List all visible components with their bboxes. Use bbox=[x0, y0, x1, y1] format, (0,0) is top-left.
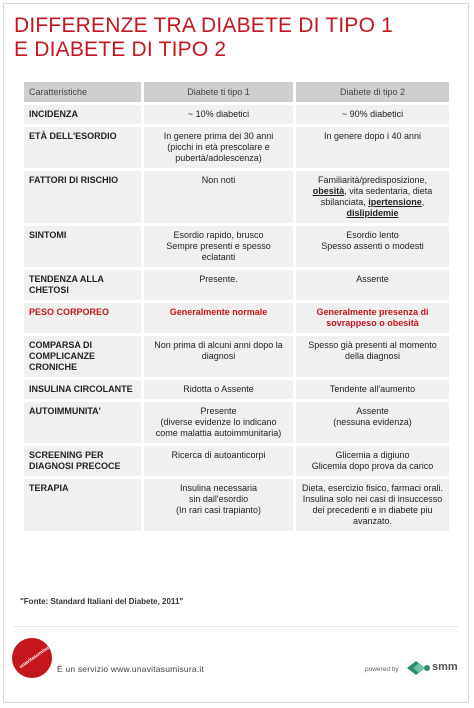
type1-cell bbox=[144, 267, 296, 300]
table-row bbox=[24, 223, 449, 267]
cell-text: , bbox=[421, 197, 425, 207]
cell-line: Insulina solo nei casi di insuccesso bbox=[302, 494, 443, 504]
type1-cell bbox=[144, 476, 296, 531]
type1-cell bbox=[144, 333, 296, 377]
cell-line: Glicemia a digiuno bbox=[335, 450, 410, 460]
type2-cell bbox=[296, 168, 449, 223]
type2-cell bbox=[296, 377, 449, 399]
cell-line: sovrappeso o obesità bbox=[326, 318, 419, 328]
cell-line: dei precedenti e in diabete piu bbox=[312, 505, 433, 515]
row-label: SINTOMI bbox=[24, 223, 144, 267]
cell-line: Presente bbox=[200, 406, 237, 416]
cell-line bbox=[301, 186, 444, 197]
type1-cell bbox=[144, 377, 296, 399]
smm-logo-text: smm bbox=[432, 661, 458, 673]
type2-cell bbox=[296, 476, 449, 531]
powered-by-label: powered by bbox=[365, 666, 399, 673]
row-label: ETÀ DELL'ESORDIO bbox=[24, 124, 144, 168]
type1-cell bbox=[144, 399, 296, 443]
cell-line: Assente bbox=[356, 406, 389, 416]
dyslipidemia-term: dislipidemie bbox=[346, 208, 399, 218]
cell-line: della diagnosi bbox=[344, 351, 401, 361]
table-row bbox=[24, 443, 449, 476]
cell-line: Spesso già presenti al momento bbox=[308, 340, 437, 350]
table-row bbox=[24, 267, 449, 300]
cell-line: In genere prima dei 30 anni bbox=[163, 131, 274, 141]
type1-cell bbox=[144, 223, 296, 267]
type1-cell bbox=[144, 443, 296, 476]
cell-line: pubertà/adolescenza) bbox=[175, 153, 262, 163]
table-row bbox=[24, 399, 449, 443]
table-header-row bbox=[24, 82, 449, 102]
type1-cell bbox=[144, 168, 296, 223]
type2-cell bbox=[296, 300, 449, 333]
cell-line: Generalmente presenza di bbox=[316, 307, 429, 317]
cell-line: (diverse evidenze lo indicano bbox=[160, 417, 277, 427]
title-line-1: DIFFERENZE TRA DIABETE DI TIPO 1 bbox=[14, 14, 394, 37]
cell-line: (picchi in età prescolare e bbox=[167, 142, 270, 152]
type1-cell bbox=[144, 102, 296, 124]
row-label: INSULINA CIRCOLANTE bbox=[24, 377, 144, 399]
source-note: "Fonte: Standard Italiani del Diabete, 2011" bbox=[20, 597, 184, 606]
type2-cell bbox=[296, 267, 449, 300]
cell-line: Ridotta o Assente bbox=[183, 384, 254, 394]
cell-line: In genere dopo i 40 anni bbox=[323, 131, 422, 141]
table-row bbox=[24, 476, 449, 531]
type1-cell bbox=[144, 300, 296, 333]
cell-line: Esordio rapido, brusco bbox=[173, 230, 264, 240]
cell-line: Assente bbox=[356, 274, 389, 284]
row-label: TERAPIA bbox=[24, 476, 144, 531]
cell-line: Non noti bbox=[201, 175, 236, 185]
cell-line: diagnosi bbox=[201, 351, 236, 361]
cell-line: Familiarità/predisposizione, bbox=[317, 175, 428, 185]
type2-cell bbox=[296, 399, 449, 443]
title-line-2: E DIABETE DI TIPO 2 bbox=[14, 38, 227, 61]
hypertension-term: ipertensione bbox=[368, 197, 422, 207]
row-label: TENDENZA ALLA CHETOSI bbox=[24, 267, 144, 300]
type2-cell bbox=[296, 333, 449, 377]
type2-cell bbox=[296, 124, 449, 168]
header-type2: Diabete di tipo 2 bbox=[296, 82, 449, 102]
row-label: FATTORI DI RISCHIO bbox=[24, 168, 144, 223]
smm-logo-icon bbox=[405, 659, 431, 677]
cell-line: ~ 10% diabetici bbox=[187, 109, 250, 119]
cell-line: sin dall'esordio bbox=[188, 494, 249, 504]
cell-line: Sempre presenti e spesso bbox=[166, 241, 271, 251]
header-characteristics: Caratteristiche bbox=[24, 82, 144, 102]
cell-line: (In rari casi trapianto) bbox=[175, 505, 262, 515]
cell-text: , vita sedentaria, dieta bbox=[344, 186, 433, 196]
cell-line bbox=[301, 197, 444, 208]
table-row bbox=[24, 124, 449, 168]
cell-line: eclatanti bbox=[201, 252, 236, 262]
row-label: AUTOIMMUNITA' bbox=[24, 399, 144, 443]
table-row bbox=[24, 333, 449, 377]
cell-line: (nessuna evidenza) bbox=[333, 417, 412, 427]
row-label: PESO CORPOREO bbox=[24, 300, 144, 333]
cell-line: Glicemia dopo prova da carico bbox=[311, 461, 434, 471]
cell-line: Tendente all'aumento bbox=[329, 384, 416, 394]
type2-cell bbox=[296, 223, 449, 267]
page-title bbox=[14, 14, 454, 62]
comparison-table bbox=[24, 82, 449, 531]
cell-line: Dieta, esercizio fisico, farmaci orali. bbox=[301, 483, 444, 493]
cell-line: Presente. bbox=[199, 274, 238, 284]
row-label: COMPARSA DI COMPLICANZE CRONICHE bbox=[24, 333, 144, 377]
logo-text: unavitasumisura.it bbox=[18, 639, 58, 671]
cell-line: Non prima di alcuni anni dopo la bbox=[154, 340, 283, 350]
cell-line: avanzato. bbox=[352, 516, 393, 526]
cell-line: Ricerca di autoanticorpi bbox=[171, 450, 266, 460]
cell-text: sbilanciata, bbox=[320, 197, 369, 207]
cell-line: Esordio lento bbox=[346, 230, 399, 240]
cell-line: ~ 90% diabetici bbox=[341, 109, 404, 119]
row-label: SCREENING PER DIAGNOSI PRECOCE bbox=[24, 443, 144, 476]
cell-line: Spesso assenti o modesti bbox=[321, 241, 424, 251]
type1-cell bbox=[144, 124, 296, 168]
footer-divider bbox=[14, 626, 458, 627]
header-type1: Diabete ti tipo 1 bbox=[144, 82, 296, 102]
table-row bbox=[24, 168, 449, 223]
obesity-term: obesità bbox=[312, 186, 345, 196]
type2-cell bbox=[296, 102, 449, 124]
cell-line: Generalmente normale bbox=[169, 307, 268, 317]
table-row-highlight bbox=[24, 300, 449, 333]
table-row bbox=[24, 377, 449, 399]
table-row bbox=[24, 102, 449, 124]
cell-line: come malattia autoimmunitaria) bbox=[155, 428, 282, 438]
unavitasumisura-logo bbox=[12, 638, 58, 678]
service-text: È un servizio www.unavitasumisura.it bbox=[57, 664, 205, 674]
cell-line: Insulina necessaria bbox=[179, 483, 258, 493]
row-label: INCIDENZA bbox=[24, 102, 144, 124]
type2-cell bbox=[296, 443, 449, 476]
